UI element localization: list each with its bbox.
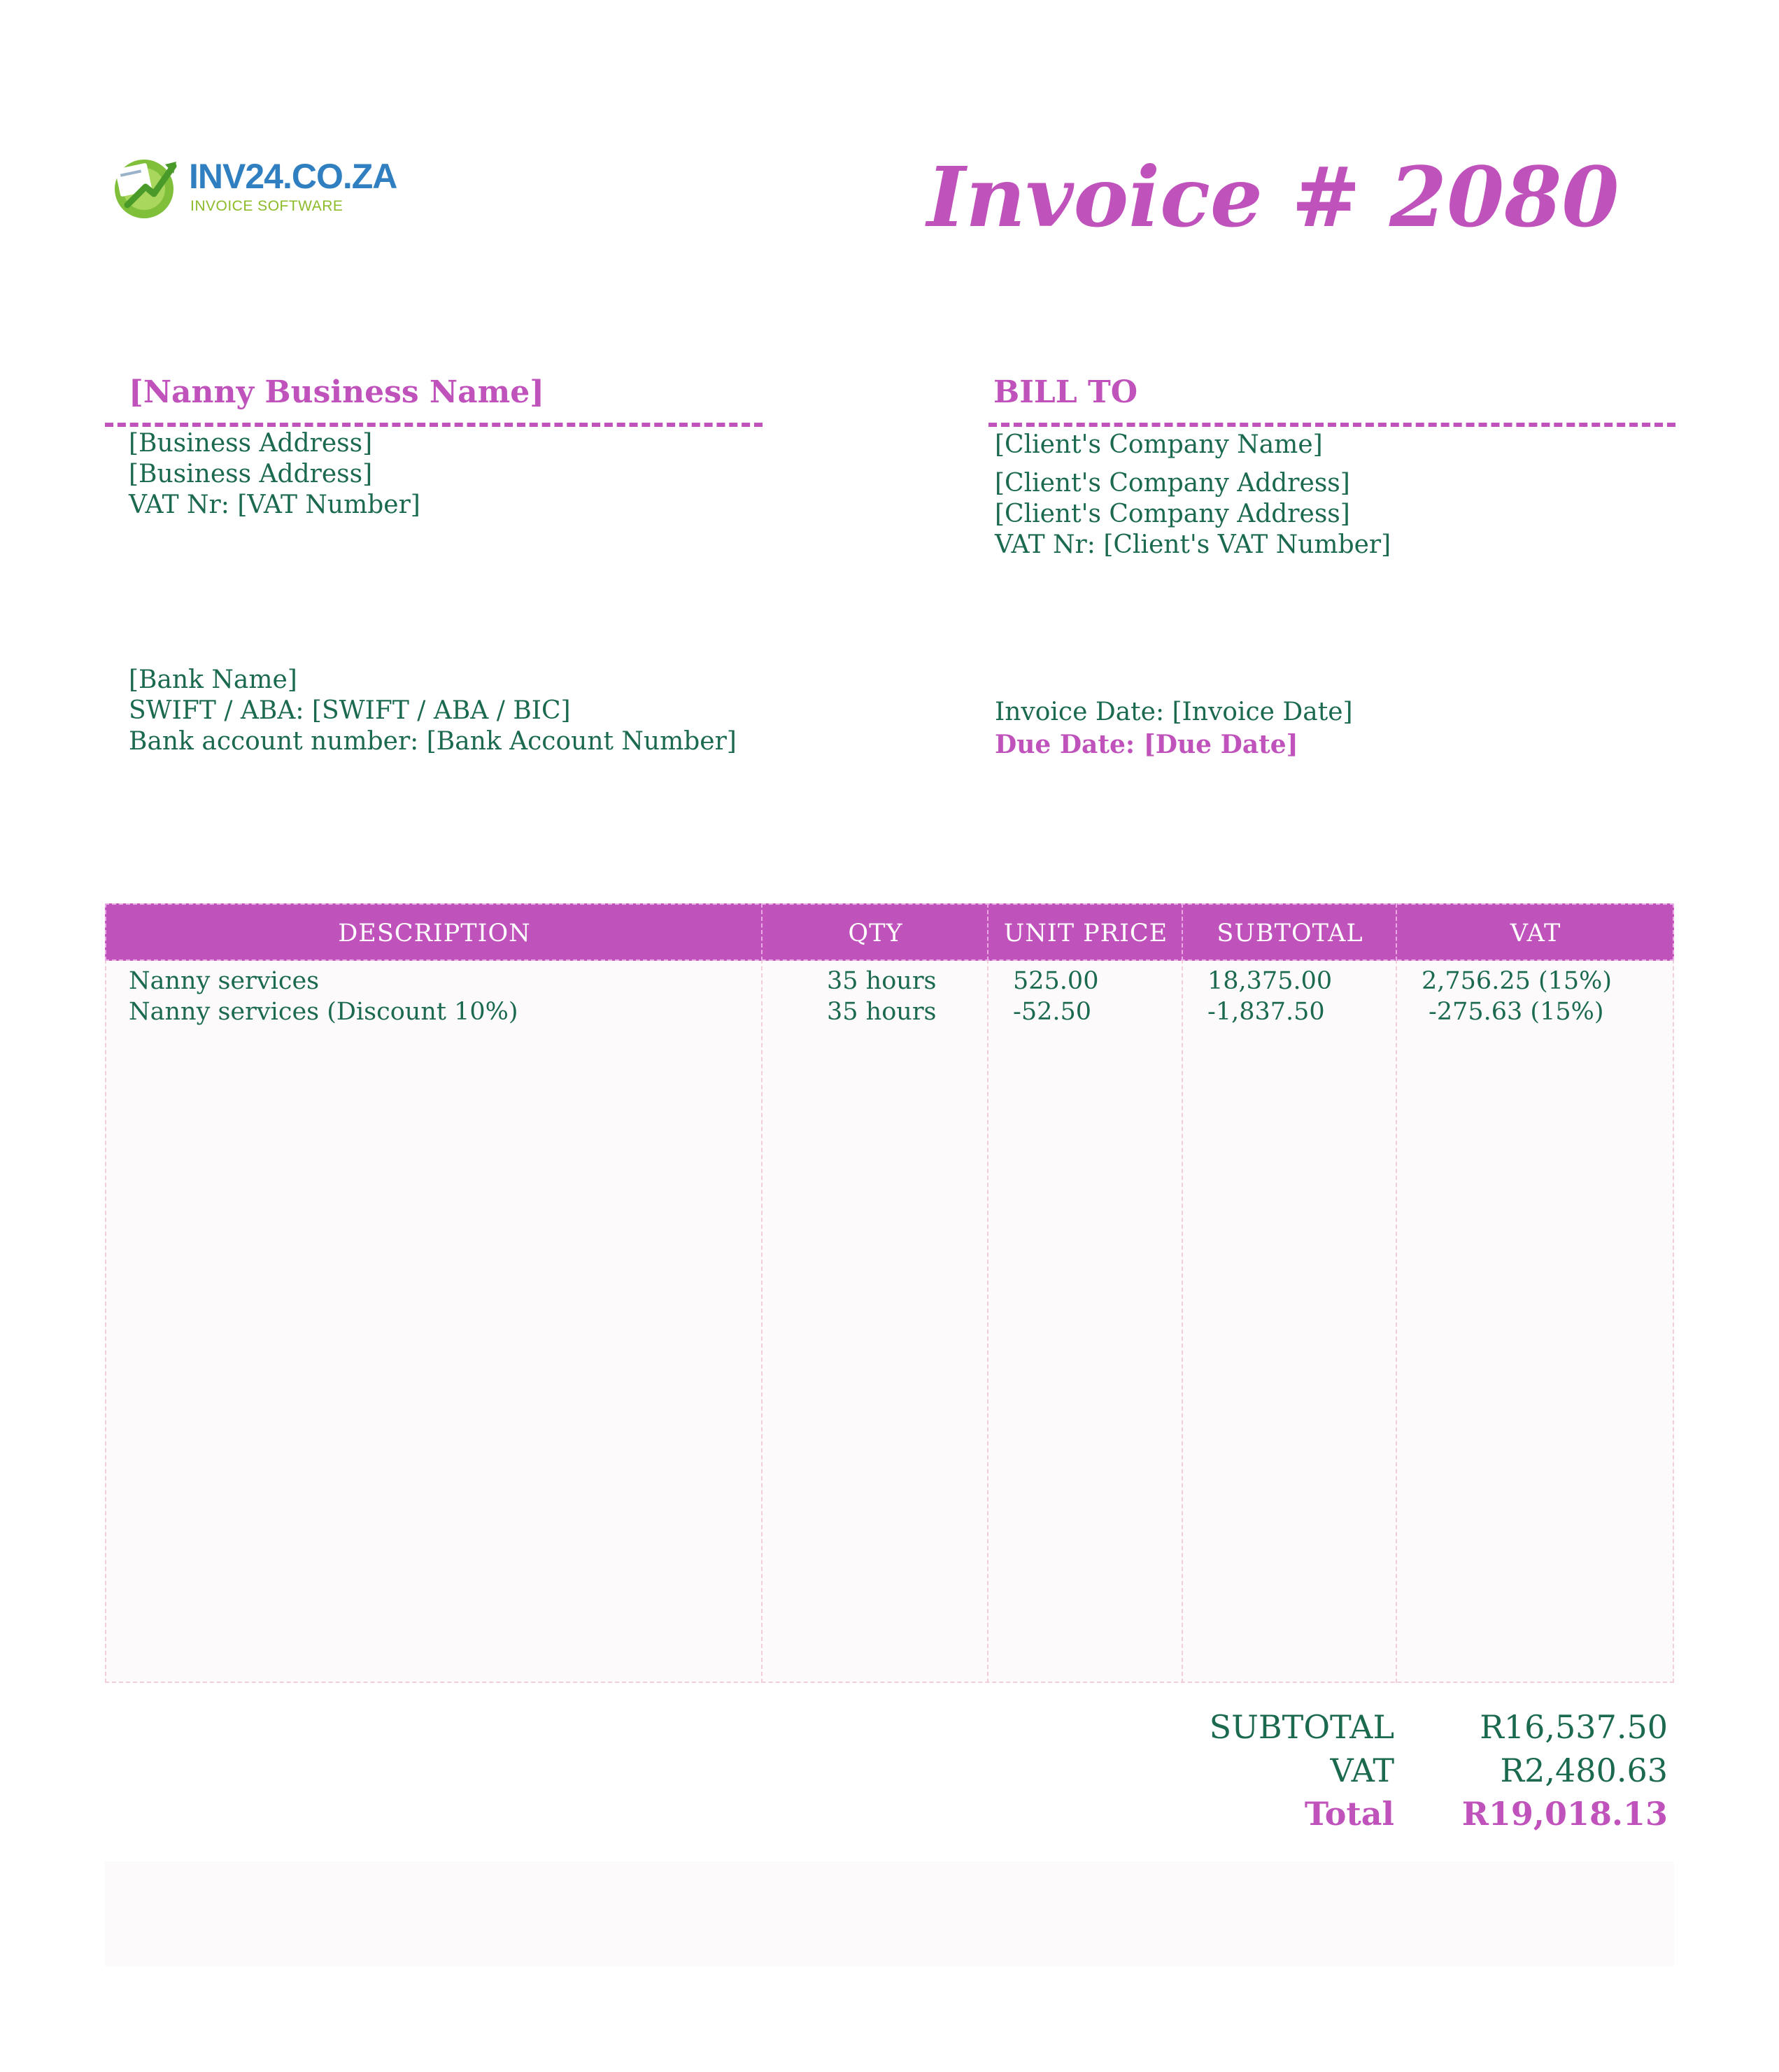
bank-name: [Bank Name] [129, 665, 297, 694]
logo-name: INV24.CO.ZA [189, 157, 397, 196]
column-divider [1396, 903, 1397, 1683]
client-vat-number: VAT Nr: [Client's VAT Number] [995, 530, 1391, 559]
business-address-line: [Business Address] [129, 460, 373, 488]
row-vat: -275.63 (15%) [1429, 998, 1604, 1026]
bank-swift: SWIFT / ABA: [SWIFT / ABA / BIC] [129, 696, 571, 725]
business-address-line: [Business Address] [129, 429, 373, 458]
invoice-date: Invoice Date: [Invoice Date] [995, 698, 1353, 726]
header-divider [1182, 903, 1183, 961]
row-unit-price: 525.00 [1013, 967, 1099, 995]
vat-label: VAT [1330, 1752, 1394, 1789]
column-header-qty: QTY [848, 919, 903, 947]
bank-details-block [129, 665, 737, 757]
column-header-vat: VAT [1510, 919, 1561, 947]
header-divider [987, 903, 988, 961]
row-subtotal: 18,375.00 [1207, 967, 1333, 995]
bill-to-divider [988, 423, 1675, 427]
bill-to-heading: BILL TO [993, 374, 1138, 410]
column-divider [1182, 903, 1183, 1683]
total-value: R19,018.13 [1461, 1795, 1668, 1833]
footer-band [105, 1861, 1674, 1966]
company-logo [111, 150, 397, 227]
client-company-name: [Client's Company Name] [995, 430, 1323, 459]
business-address-block [129, 428, 420, 521]
table-header [105, 903, 1674, 961]
vat-value: R2,480.63 [1500, 1752, 1668, 1789]
header-divider [761, 903, 763, 961]
business-divider [105, 423, 763, 427]
due-date: Due Date: [Due Date] [995, 730, 1298, 759]
header-divider [1396, 903, 1397, 961]
row-unit-price: -52.50 [1013, 998, 1092, 1026]
column-divider [987, 903, 988, 1683]
column-header-subtotal: SUBTOTAL [1217, 919, 1363, 947]
invoice-title: Invoice # 2080 [927, 148, 1619, 246]
client-address-line: [Client's Company Address] [995, 500, 1350, 528]
row-qty: 35 hours [827, 967, 937, 995]
subtotal-value: R16,537.50 [1480, 1708, 1668, 1746]
client-address-line: [Client's Company Address] [995, 469, 1350, 498]
client-address-block [995, 468, 1391, 561]
row-description: Nanny services [129, 967, 320, 995]
row-qty: 35 hours [827, 998, 937, 1026]
row-description: Nanny services (Discount 10%) [129, 998, 518, 1026]
logo-badge-icon [111, 150, 180, 220]
row-vat: 2,756.25 (15%) [1422, 967, 1613, 995]
column-header-description: DESCRIPTION [338, 919, 531, 947]
business-vat-number: VAT Nr: [VAT Number] [129, 491, 420, 519]
total-label: Total [1304, 1795, 1394, 1833]
logo-tagline: INVOICE SOFTWARE [190, 198, 343, 214]
column-header-unit-price: UNIT PRICE [1003, 919, 1168, 947]
subtotal-label: SUBTOTAL [1209, 1708, 1394, 1746]
business-name: [Nanny Business Name] [129, 374, 545, 410]
row-subtotal: -1,837.50 [1207, 998, 1325, 1026]
column-divider [761, 903, 763, 1683]
bank-account-number: Bank account number: [Bank Account Number] [129, 727, 737, 756]
